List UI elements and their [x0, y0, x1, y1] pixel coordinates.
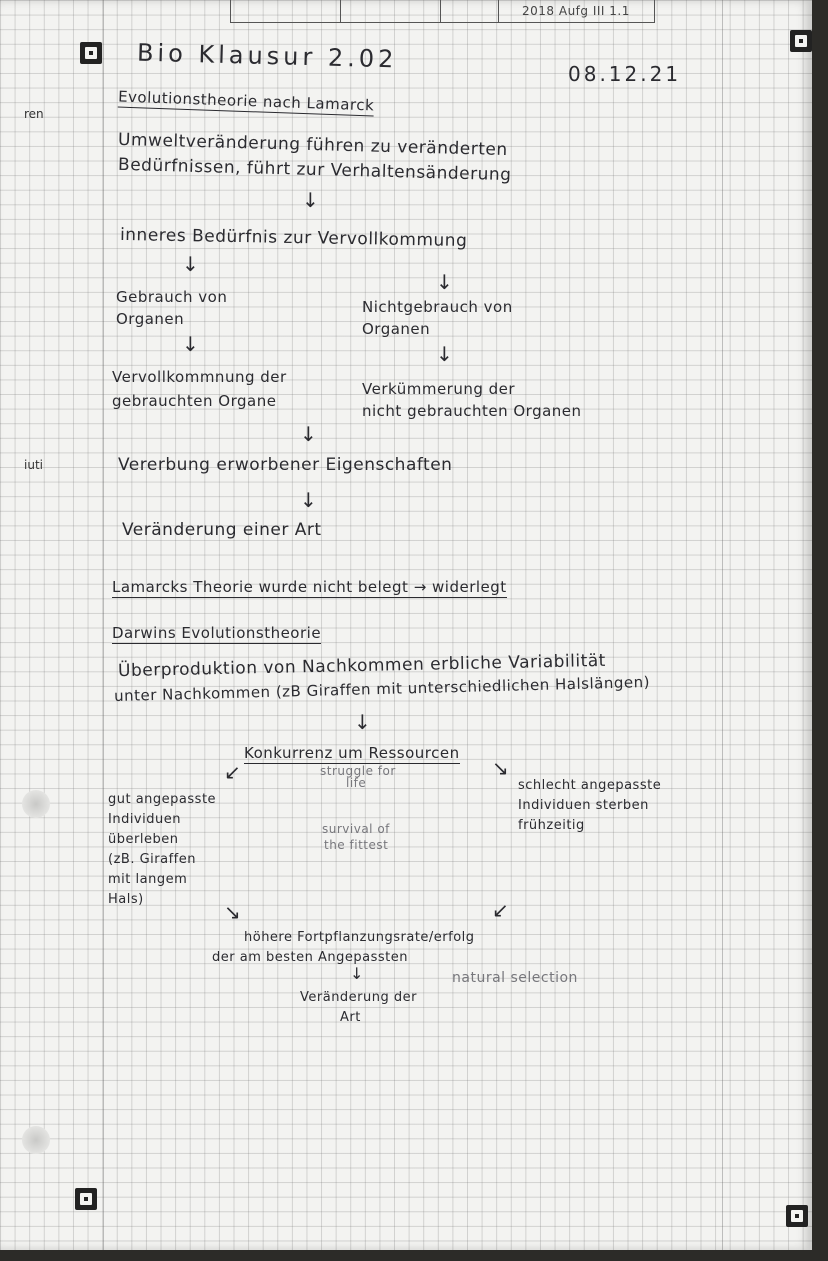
darwin-left-line-3: überleben: [108, 832, 179, 847]
lamarck-step4: Veränderung einer Art: [122, 520, 322, 540]
darwin-left-line-5: mit langem: [108, 872, 188, 887]
arrow-down-icon: ↓: [354, 710, 371, 734]
lamarck-left1-line1: Gebrauch von: [116, 288, 228, 306]
arrow-down-left-icon: ↙: [224, 760, 241, 784]
corner-marker-top-left: [80, 42, 102, 64]
lamarck-right2-line1: Verkümmerung der: [362, 380, 516, 398]
lamarck-conclusion: Lamarcks Theorie wurde nicht belegt → widerlegt: [112, 578, 507, 596]
darwin-right-line-1: schlecht angepasste: [518, 778, 662, 793]
arrow-down-icon: ↓: [302, 188, 319, 212]
punch-hole-upper: [22, 790, 50, 818]
lamarck-step3: Vererbung erworbener Eigenschaften: [118, 455, 453, 475]
lamarck-right2-line2: nicht gebrauchten Organen: [362, 402, 582, 420]
arrow-down-icon: ↓: [300, 488, 317, 512]
edge-text-1: ren: [24, 107, 44, 121]
darwin-left-line-2: Individuen: [108, 812, 181, 827]
page-title: Bio Klausur 2.02: [136, 38, 398, 74]
lamarck-left1-line2: Organen: [116, 310, 185, 328]
arrow-down-icon: ↓: [300, 422, 317, 446]
lamarck-step1-line2: Bedürfnissen, führt zur Verhaltensänderung: [117, 154, 512, 186]
arrow-down-icon: ↓: [436, 270, 453, 294]
darwin-competition: Konkurrenz um Ressourcen: [244, 744, 460, 762]
arrow-down-left-icon: ↙: [492, 898, 509, 922]
darwin-left-line-4: (zB. Giraffen: [108, 852, 196, 867]
corner-marker-top-right: [790, 30, 812, 52]
darwin-survival-line2: the fittest: [324, 838, 389, 852]
lamarck-right1-line2: Organen: [362, 320, 431, 338]
margin-line-left: [103, 0, 104, 1250]
arrow-down-icon: ↓: [182, 332, 199, 356]
arrow-down-right-icon: ↘: [492, 756, 509, 780]
darwin-line1: Überproduktion von Nachkommen erbliche Variabilität: [117, 650, 607, 682]
page-date: 08.12.21: [568, 62, 682, 86]
darwin-final-line1: Veränderung der: [300, 990, 417, 1005]
darwin-line2: unter Nachkommen (zB Giraffen mit unterschiedlichen Halslängen): [113, 672, 651, 706]
darwin-right-line-2: Individuen sterben: [518, 798, 649, 813]
arrow-down-icon: ↓: [182, 252, 199, 276]
darwin-left-line-1: gut angepasste: [108, 792, 217, 807]
corner-marker-bottom-right: [786, 1205, 808, 1227]
darwin-left-line-6: Hals): [108, 892, 144, 907]
top-table-strip: [230, 0, 655, 23]
lamarck-heading: Evolutionstheorie nach Lamarck: [117, 87, 375, 115]
darwin-natural-selection: natural selection: [452, 970, 578, 986]
edge-text-2: iuti: [24, 458, 43, 472]
margin-line-right: [722, 0, 723, 1250]
arrow-down-icon: ↓: [436, 342, 453, 366]
darwin-survival-line1: survival of: [322, 822, 390, 836]
lamarck-right1-line1: Nichtgebrauch von: [362, 298, 513, 316]
arrow-down-right-icon: ↘: [224, 900, 241, 924]
lamarck-step1-line1: Umweltveränderung führen zu veränderten: [117, 129, 508, 161]
darwin-result-line2: der am besten Angepassten: [212, 950, 408, 965]
darwin-struggle-line2: life: [346, 776, 367, 790]
punch-hole-lower: [22, 1126, 50, 1154]
corner-marker-bottom-left: [75, 1188, 97, 1210]
arrow-down-icon: ↓: [350, 964, 364, 983]
darwin-result-line1: höhere Fortpflanzungsrate/erfolg: [244, 930, 475, 945]
lamarck-step2: inneres Bedürfnis zur Vervollkommung: [119, 224, 468, 252]
darwin-heading: Darwins Evolutionstheorie: [112, 624, 322, 642]
darwin-right-line-3: frühzeitig: [518, 818, 585, 833]
darwin-struggle-line1: struggle for: [320, 764, 396, 778]
darwin-final-line2: Art: [340, 1010, 361, 1025]
lamarck-left2-line2: gebrauchten Organe: [112, 392, 277, 410]
lamarck-left2-line1: Vervollkommnung der: [112, 368, 287, 386]
top-strip-text: 2018 Aufg III 1.1: [522, 4, 630, 18]
